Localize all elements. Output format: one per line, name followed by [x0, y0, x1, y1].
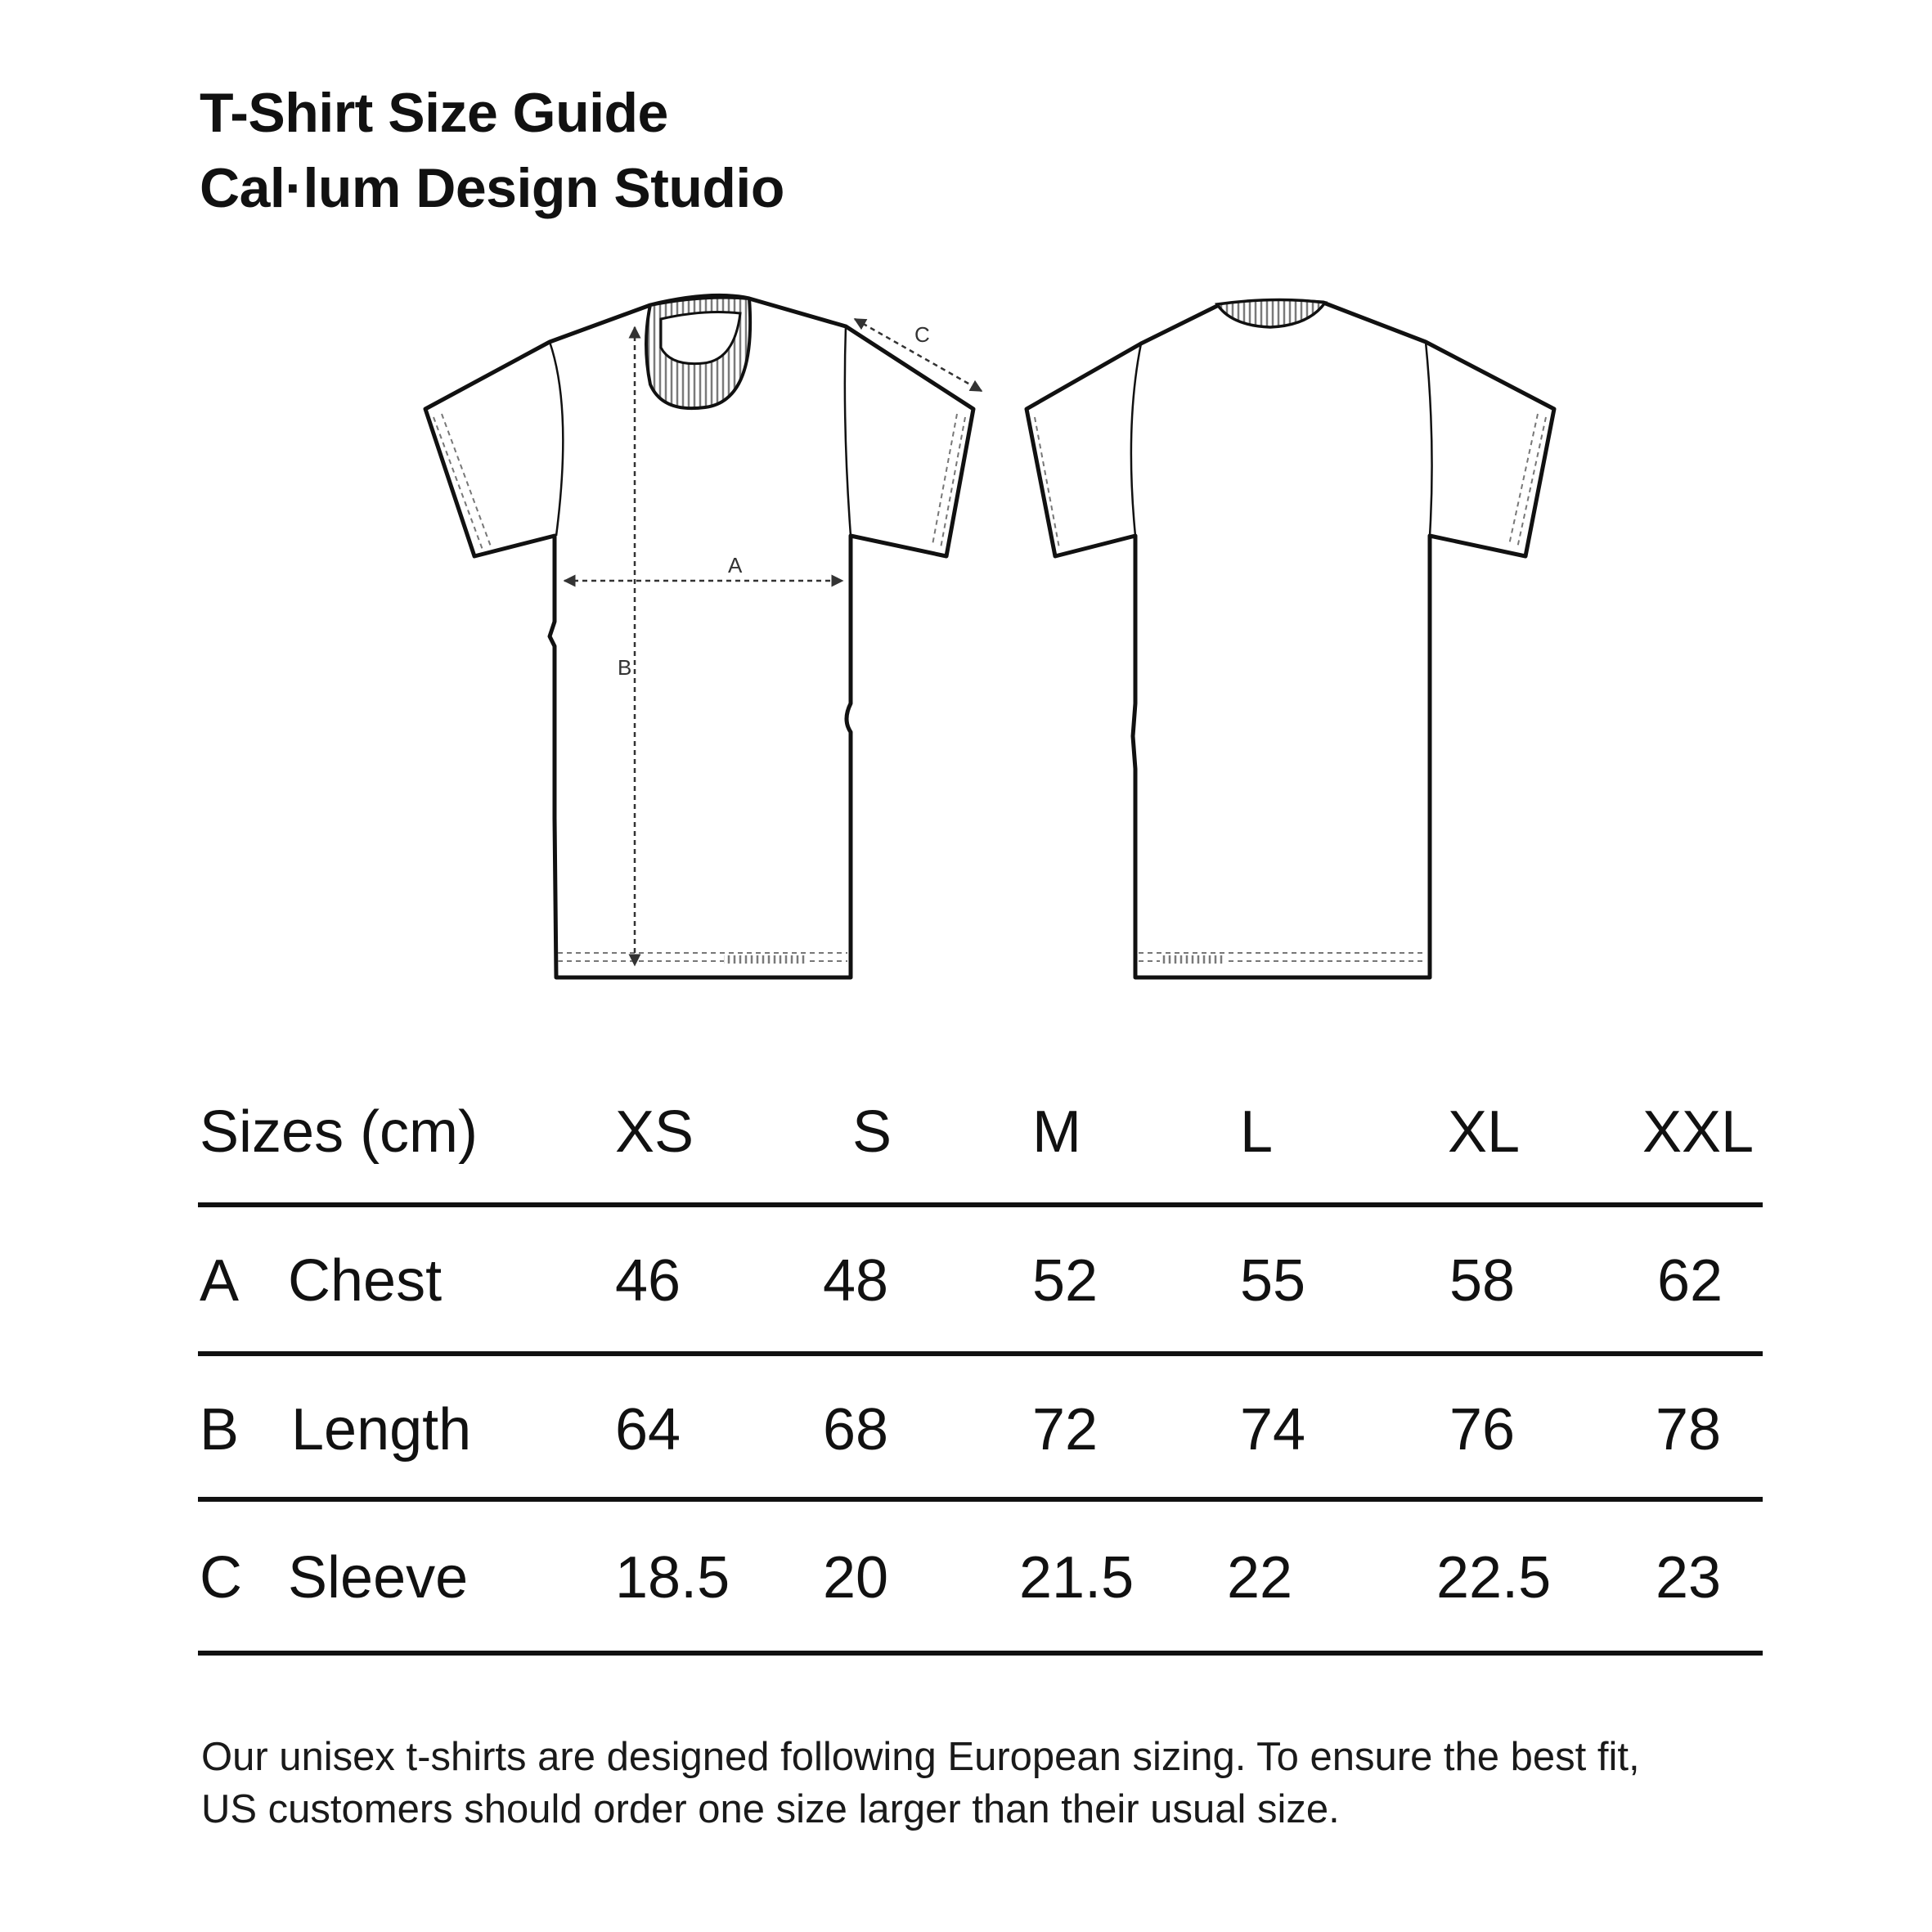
table-divider [198, 1651, 1763, 1656]
sleeve-value-xl: 22.5 [1436, 1545, 1552, 1611]
size-header-xs: XS [615, 1099, 694, 1165]
chest-label: A [728, 553, 743, 577]
chest-value-xs: 46 [615, 1248, 681, 1314]
length-value-l: 74 [1240, 1397, 1306, 1462]
row-name-chest: Chest [288, 1248, 443, 1314]
sleeve-value-xxl: 23 [1656, 1545, 1722, 1611]
size-header-m: M [1032, 1099, 1081, 1165]
page-subtitle: Cal·lum Design Studio [200, 157, 784, 219]
sleeve-value-m: 21.5 [1019, 1545, 1134, 1611]
chest-value-l: 55 [1240, 1248, 1306, 1314]
chest-value-xl: 58 [1449, 1248, 1516, 1314]
chest-value-xxl: 62 [1657, 1248, 1723, 1314]
length-value-xs: 64 [615, 1397, 681, 1462]
page-title: T-Shirt Size Guide [200, 82, 668, 144]
sizing-note [201, 1731, 1755, 1835]
size-header-xl: XL [1448, 1099, 1521, 1165]
row-name-sleeve: Sleeve [288, 1545, 469, 1611]
size-header-s: S [852, 1099, 892, 1165]
tshirt-back-view [1027, 299, 1554, 977]
sizing-note-line: Our unisex t-shirts are designed following European sizing. To ensure the best fit, [201, 1735, 1640, 1779]
table-divider [198, 1202, 1763, 1207]
sleeve-value-s: 20 [823, 1545, 889, 1611]
length-label: B [618, 655, 632, 680]
row-letter-sleeve: C [200, 1545, 242, 1611]
chest-value-s: 48 [823, 1248, 889, 1314]
length-value-m: 72 [1032, 1397, 1099, 1462]
length-value-xl: 76 [1449, 1397, 1516, 1462]
sleeve-value-xs: 18.5 [615, 1545, 730, 1611]
size-header-xxl: XXL [1642, 1099, 1755, 1165]
chest-value-m: 52 [1032, 1248, 1099, 1314]
table-divider [198, 1351, 1763, 1356]
row-letter-chest: A [200, 1248, 240, 1314]
tshirt-front-view [425, 295, 982, 977]
size-table-header-label: Sizes (cm) [200, 1099, 478, 1165]
sleeve-label: C [914, 322, 930, 347]
sizing-note-line: US customers should order one size larger than their usual size. [201, 1787, 1340, 1831]
size-header-l: L [1240, 1099, 1274, 1165]
row-name-length: Length [291, 1397, 472, 1462]
table-divider [198, 1497, 1763, 1502]
back-outline [1027, 301, 1554, 977]
length-value-s: 68 [823, 1397, 889, 1462]
sleeve-value-l: 22 [1227, 1545, 1293, 1611]
row-letter-length: B [200, 1397, 240, 1462]
length-value-xxl: 78 [1656, 1397, 1722, 1462]
